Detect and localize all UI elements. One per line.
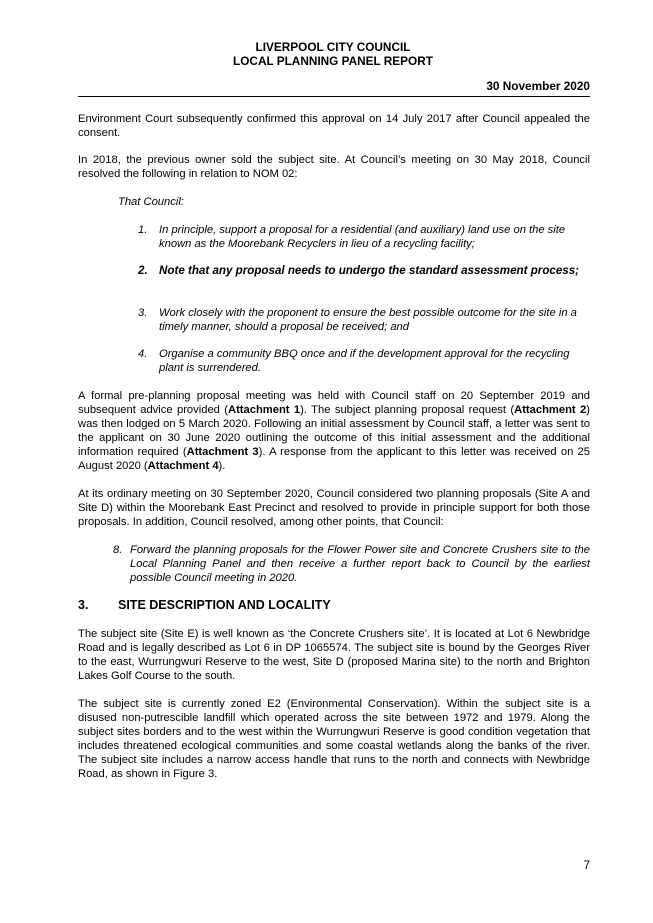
paragraph-zoning: The subject site is currently zoned E2 (Environmental Conservation). Within the subject site is a disused non-putrescible landfill which operated across the site between 1972 and 1979. Along the subject sites borders and to the west within the Wurrungwuri Reserve is good condition vegetation that includes threatened ecological communities and some coastal wetlands along the banks of the river. The subject site includes a narrow access handle that runs to the north and connects with Newbridge Road, as shown in Figure 3. — [78, 698, 590, 780]
resolution-item-text: Forward the planning proposals for the Flower Power site and Concrete Crushers site to the Local Planning Panel and then receive a further report back to Council by the earliest possible Council meeting in 2020. — [130, 544, 590, 584]
section-number: 3. — [78, 598, 89, 612]
resolution-item-text: In principle, support a proposal for a residential (and auxiliary) land use on the site known as the Moorebank Recyclers in lieu of a recycling facility; — [159, 224, 566, 250]
resolution-item-text: Work closely with the proponent to ensure the best possible outcome for the site in a timely manner, should a proposal be received; and — [159, 307, 577, 333]
section-title: SITE DESCRIPTION AND LOCALITY — [118, 598, 331, 612]
text-run: ). A response from the applicant to this letter was received on 25 August 2020 ( — [78, 446, 590, 472]
attachment-ref: Attachment 1 — [228, 404, 301, 416]
resolution-item-number: 8. — [113, 544, 123, 556]
text-run: ). — [218, 460, 226, 472]
resolution-item-number: 4. — [138, 348, 148, 360]
resolution-item-text: Organise a community BBQ once and if the development approval for the recycling plant is surrendered. — [159, 348, 570, 374]
text-run: ) was then lodged on 5 March 2020. Following an initial assessment by Council staff, a letter was sent to the applicant on 30 June 2020 outlining the outcome of this initial assessment and the additional information required ( — [78, 404, 590, 458]
paragraph-pre-planning — [78, 389, 590, 473]
resolution-item-text: Note that any proposal needs to undergo the standard assessment process; — [159, 264, 580, 277]
page-number: 7 — [583, 858, 590, 872]
paragraph-site-description: The subject site (Site E) is well known as ‘the Concrete Crushers site’. It is located at Lot 6 Newbridge Road and is legally described as Lot 6 in DP 1065574. The subject site is bound by the Georges River to the east, Wurrungwuri Reserve to the west, Site D (proposed Marina site) to the north and Brighton Lakes Golf Course to the south. — [78, 628, 590, 682]
resolution-item-number: 2. — [138, 264, 148, 277]
that-council-label: That Council: — [118, 196, 184, 208]
header-rule — [78, 96, 590, 97]
header-report-title: LOCAL PLANNING PANEL REPORT — [233, 54, 433, 68]
attachment-ref: Attachment 2 — [514, 404, 587, 416]
attachment-ref: Attachment 3 — [186, 446, 259, 458]
paragraph-court-approval: Environment Court subsequently confirmed this approval on 14 July 2017 after Council appealed the consent. — [78, 113, 590, 139]
header-council-name: LIVERPOOL CITY COUNCIL — [255, 40, 411, 54]
text-run: A formal pre-planning proposal meeting was held with Council staff on 20 September 2019 and subsequent advice provided ( — [78, 390, 590, 416]
resolution-item-number: 1. — [138, 224, 148, 236]
paragraph-2018-sale: In 2018, the previous owner sold the subject site. At Council’s meeting on 30 May 2018, Council resolved the following in relation to NOM 02: — [78, 154, 590, 180]
text-run: ). The subject planning proposal request ( — [300, 404, 515, 416]
resolution-item-number: 3. — [138, 307, 148, 319]
attachment-ref: Attachment 4 — [147, 460, 219, 472]
header-date: 30 November 2020 — [486, 79, 590, 93]
paragraph-ordinary-meeting: At its ordinary meeting on 30 September 2020, Council considered two planning proposals (Site A and Site D) within the Moorebank East Precinct and resolved to provide in principle support for both those proposals. In addition, Council resolved, among other points, that Council: — [78, 488, 590, 528]
